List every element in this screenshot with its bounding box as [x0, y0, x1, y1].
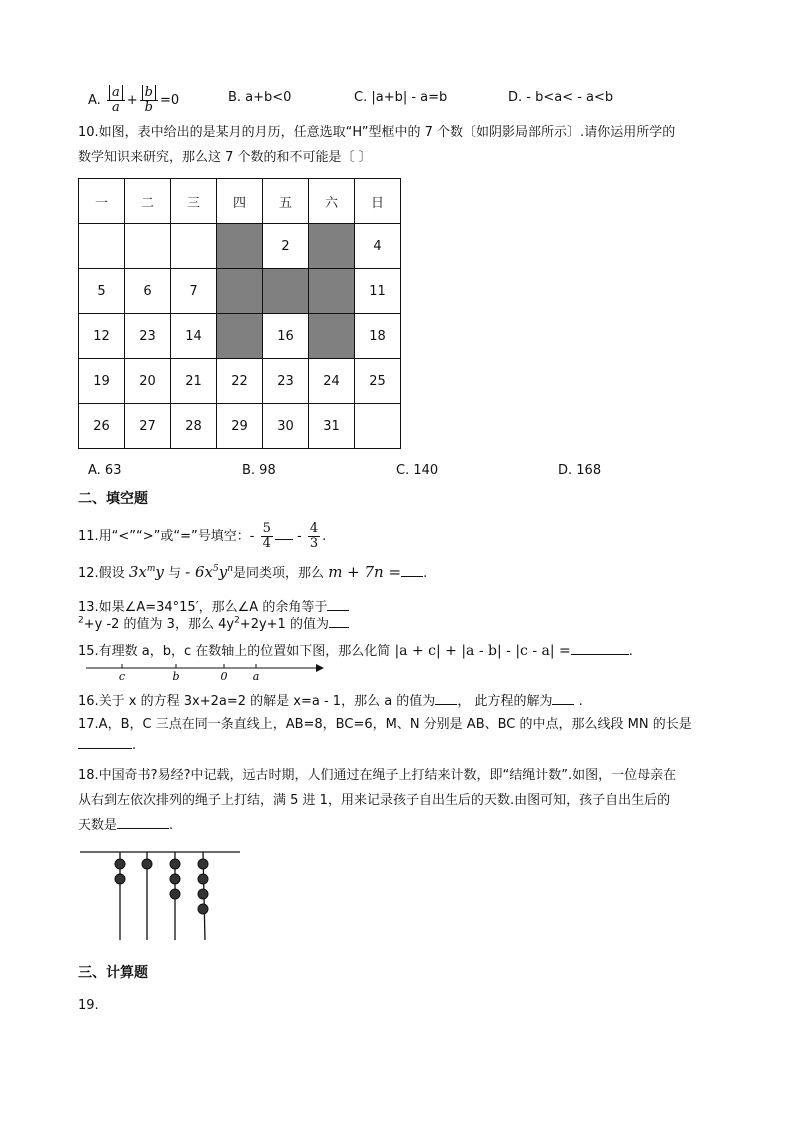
q10-line2: 数学知识来研究，那么这 7 个数的和不可能是〔 〕 [78, 150, 372, 165]
q10-option-b: B. 98 [242, 463, 276, 478]
q10-option-a: A. 63 [88, 463, 122, 478]
calendar-table [78, 178, 401, 449]
calendar-row [79, 359, 401, 404]
calendar-header-row [79, 179, 401, 224]
calendar-shaded-cell [263, 269, 309, 314]
calendar-shaded-cell [309, 314, 355, 359]
q11: 11.用“<”“>”或“=”号填空：- $\frac{5}{4}$ - $\frac{4}{3}$ . [78, 521, 327, 551]
calendar-cell [125, 224, 171, 269]
calendar-row [79, 269, 401, 314]
q10-option-c: C. 140 [396, 463, 439, 478]
calendar-cell: 23 [125, 314, 171, 359]
calendar-cell: 24 [309, 359, 355, 404]
calendar-cell: 27 [125, 404, 171, 449]
calendar-cell: 26 [79, 404, 125, 449]
calendar-cell: 18 [355, 314, 401, 359]
calendar-cell: 16 [263, 314, 309, 359]
calendar-shaded-cell [217, 224, 263, 269]
knot [115, 859, 125, 869]
calendar-cell: 30 [263, 404, 309, 449]
knot [142, 859, 152, 869]
knot-counting-diagram [80, 846, 240, 942]
knot [198, 859, 208, 869]
q10-line1: 10.如图，表中给出的是某月的月历，任意选取“H”型框中的 7 个数〔如阴影局部所示〕.请你运用所学的 [78, 125, 676, 140]
calendar-header-cell: 二 [125, 179, 171, 224]
calendar-cell [355, 404, 401, 449]
calendar-cell: 14 [171, 314, 217, 359]
knot [170, 859, 180, 869]
calendar-cell [79, 224, 125, 269]
q17-line1: 17.A，B，C 三点在同一条直线上，AB=8，BC=6，M、N 分别是 AB、BC 的中点，那么线段 MN 的长是 [78, 717, 692, 732]
q18-line1: 18.中国奇书?易经?中记载，远古时期，人们通过在绳子上打结来计数，即“结绳计数”.如图，一位母亲在 [78, 768, 677, 783]
section-heading-calculation: 三、计算题 [78, 965, 148, 981]
axis-label-a: a [252, 670, 260, 683]
calendar-cell: 5 [79, 269, 125, 314]
calendar-cell: 2 [263, 224, 309, 269]
calendar-header-cell: 六 [309, 179, 355, 224]
q9-option-b: B. a+b<0 [228, 90, 292, 105]
q19: 19. [78, 998, 99, 1013]
calendar-row [79, 224, 401, 269]
calendar-cell: 6 [125, 269, 171, 314]
calendar-shaded-cell [309, 224, 355, 269]
knot [198, 874, 208, 884]
calendar-cell: 23 [263, 359, 309, 404]
calendar-row [79, 404, 401, 449]
calendar-cell: 4 [355, 224, 401, 269]
q16: 16.关于 x 的方程 3x+2a=2 的解是 x=a - 1，那么 a 的值为 ， 此方程的解为 . [78, 694, 583, 709]
q9-option-c: C. |a+b| - a=b [354, 90, 448, 105]
calendar-cell: 19 [79, 359, 125, 404]
q17-line2: . [78, 738, 136, 753]
q9-option-d: D. - b<a< - a<b [508, 90, 614, 105]
calendar-header-cell: 日 [355, 179, 401, 224]
calendar-cell: 29 [217, 404, 263, 449]
calendar-cell: 20 [125, 359, 171, 404]
axis-label-c: c [118, 670, 126, 683]
calendar-header-cell: 五 [263, 179, 309, 224]
axis-label-zero: 0 [220, 670, 228, 683]
q14: $^2$+y -2 的值为 3，那么 $4y^2+2y+1$ 的值为 [78, 613, 349, 632]
q15: 15.有理数 a，b，c 在数轴上的位置如下图，那么化简 |a + c| + |a - b| - |c - a| = . [78, 643, 633, 659]
calendar-row [79, 314, 401, 359]
q13: 13.如果∠A=34°15′，那么∠A 的余角等于 [78, 596, 349, 615]
knot [170, 889, 180, 899]
calendar-cell: 12 [79, 314, 125, 359]
calendar-cell: 7 [171, 269, 217, 314]
q10-option-d: D. 168 [558, 463, 602, 478]
calendar-header-cell: 四 [217, 179, 263, 224]
calendar-cell: 11 [355, 269, 401, 314]
calendar-header-cell: 三 [171, 179, 217, 224]
calendar-cell: 28 [171, 404, 217, 449]
knot [198, 904, 208, 914]
knot [115, 874, 125, 884]
calendar-shaded-cell [217, 269, 263, 314]
number-line-diagram [84, 658, 324, 684]
q18-line3: 天数是 . [78, 818, 174, 833]
calendar-cell: 25 [355, 359, 401, 404]
calendar-cell: 22 [217, 359, 263, 404]
calendar-cell: 31 [309, 404, 355, 449]
calendar-shaded-cell [309, 269, 355, 314]
q18-line2: 从右到左依次排列的绳子上打结，满 5 进 1，用来记录孩子自出生后的天数.由图可知，孩子自出生后的 [78, 793, 671, 808]
q12: 12.假设 $3x^my$ 与 - $6x^5y^n$是同类项，那么 m + 7n = . [78, 563, 428, 581]
knot [198, 889, 208, 899]
calendar-shaded-cell [217, 314, 263, 359]
calendar-cell: 21 [171, 359, 217, 404]
axis-label-b: b [172, 670, 180, 683]
knot [170, 874, 180, 884]
calendar-cell [171, 224, 217, 269]
calendar-header-cell: 一 [79, 179, 125, 224]
section-heading-fill-in: 二、填空题 [78, 491, 148, 507]
q9-option-a: A. $\frac{a}{a}$ + $\frac{b}{b}$ =0 [88, 85, 180, 115]
